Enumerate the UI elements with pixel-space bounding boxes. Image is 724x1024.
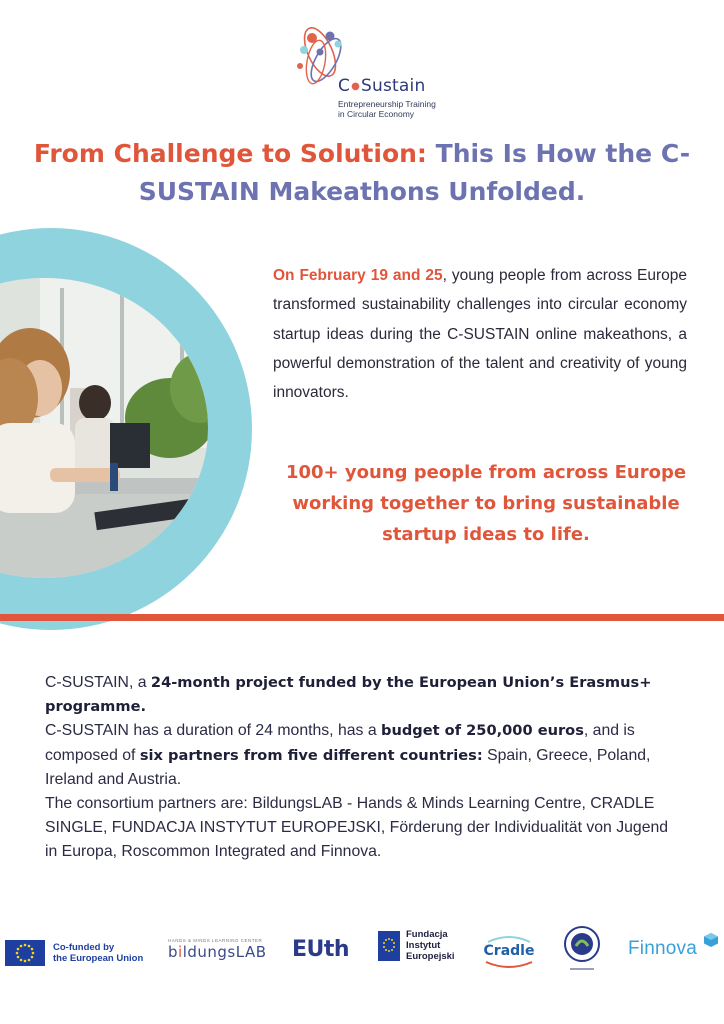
finnova-cube-icon [704,933,718,947]
section-divider [0,614,724,621]
body-paragraph-3: The consortium partners are: BildungsLAB - Hands & Minds Learning Centre, CRADLE SINGLE, FUNDACJA INSTYTUT EUROPEJSKI, Förderung der Individualität von Jugend in Europa, Roscommon Integrated and Finnova. [45,795,669,861]
partner-logos [0,918,724,988]
logo-tagline: Entrepreneurship Training in Circular Economy [338,99,436,119]
title-rest: This Is How the C-SUSTAIN Makeathons Unfolded. [138,139,691,206]
eu-flag-icon [378,931,400,961]
body-paragraph-2: C-SUSTAIN has a duration of 24 months, has a budget of 250,000 euros, and is composed of six partners from five different countries: Spain, Greece, Poland, Ireland and Austria. [45,722,651,788]
euth-logo: EUth [292,937,350,962]
intro-dates: On February 19 and 25 [273,267,443,284]
bildungslab-logo: HANDS & MINDS LEARNING CENTER bildungsLAB [168,938,267,961]
body-paragraph-1: C-SUSTAIN, a 24-month project funded by the European Union’s Erasmus+ programme. [45,674,652,716]
finnova-logo: Finnova [628,938,697,959]
callout-quote: 100+ young people from across Europe working together to bring sustainable startup ideas to life. [285,462,687,545]
cradle-logo: Cradle [480,934,538,970]
page-title [0,135,724,211]
c-sustain-logo [290,22,460,120]
logo-name: C●Sustain [338,76,426,96]
title-accent: From Challenge to Solution: [33,139,427,168]
project-description [45,671,681,865]
eu-flag-icon [5,940,45,966]
intro-paragraph: On February 19 and 25, young people from across Europe transformed sustainability challenges into circular economy startup ideas during the C-SUSTAIN online makeathons, a powerful demonstration of the talent and creativity of young innovators. [273,267,687,402]
fundacja-logo: Fundacja Instytut Europejski [378,929,455,962]
eu-cofunded-logo: Co-funded by the European Union [5,940,143,966]
roscommon-logo-icon [562,924,602,976]
